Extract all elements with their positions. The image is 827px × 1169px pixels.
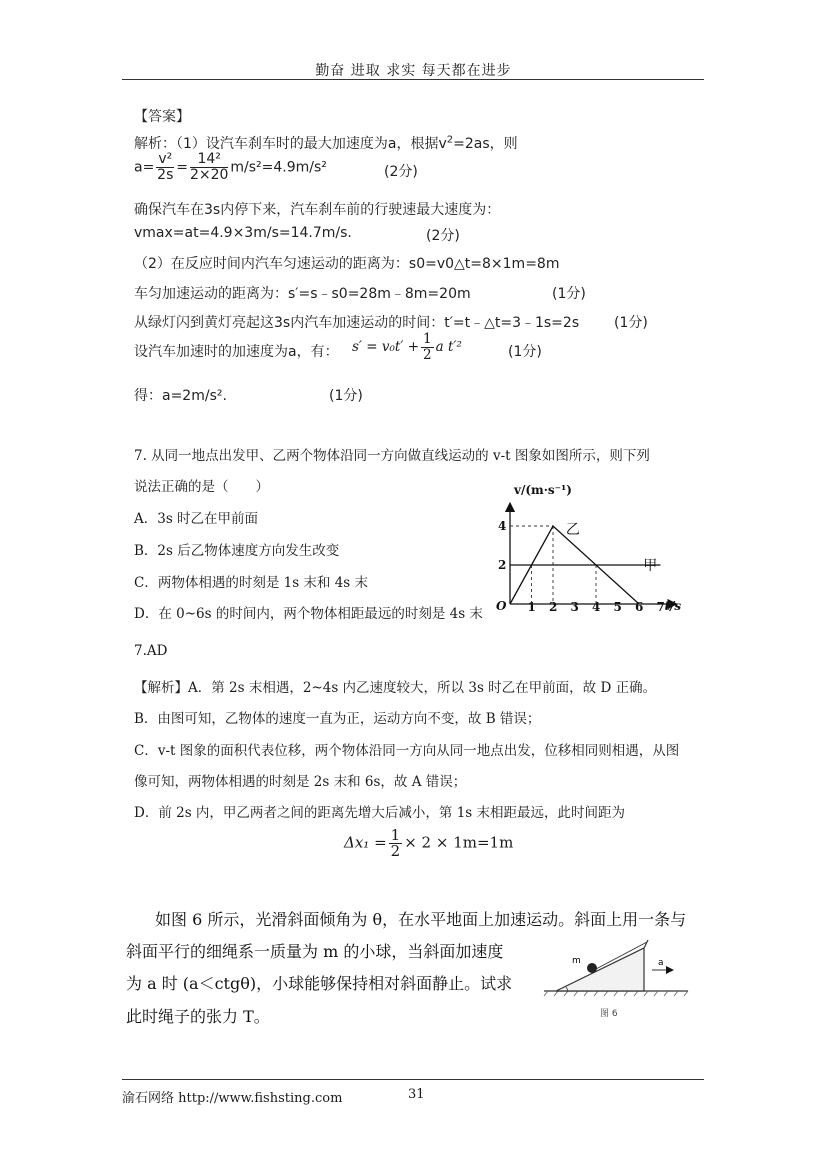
x-tick-label: 6 [635, 600, 644, 614]
problem-line-1: 如图 6 所示，光滑斜面倾角为 θ，在水平地面上加速运动。斜面上用一条与 [155, 910, 687, 929]
formula-lhs: Δx₁ = [344, 833, 387, 852]
ball [587, 963, 597, 973]
score-line-9: (1分) [329, 388, 363, 404]
footer-rule [122, 1079, 704, 1080]
formula-part-b: a t′² [435, 339, 462, 355]
x-tick-label: 1 [527, 600, 536, 614]
incline-wedge [556, 948, 644, 991]
x-tick-label: 2 [549, 600, 558, 614]
formula-part-a: s′ = v₀t′ + [352, 339, 420, 355]
answer-line-6: 车匀加速运动的距离为：s′=s﹣s0=28m﹣8m=20m [134, 286, 471, 302]
q7-option-c: C．两物体相遇的时刻是 1s 末和 4s 末 [134, 575, 369, 591]
footer-site: 渝石网络 http://www.fishsting.com [122, 1091, 343, 1106]
x-axis-label: t/s [664, 599, 682, 613]
fraction-denominator: 2 [390, 842, 401, 860]
answer-line-7: 从绿灯闪到黄灯亮起这3s内汽车加速运动的时间：t′=t﹣△t=3﹣1s=2s [134, 315, 580, 331]
series-label-yi: 乙 [565, 521, 580, 538]
q7-stem-line-1: 7. 从同一地点出发甲、乙两个物体沿同一方向做直线运动的 v-t 图象如图所示，则下列 [134, 448, 650, 464]
answer-line-1-prefix: 解析：（1）设汽车刹车时的最大加速度为a，根据v [134, 136, 447, 152]
q7-analysis-line-5: D．前 2s 内，甲乙两者之间的距离先增大后减小，第 1s 末相距最远，此时间距为 [134, 805, 626, 821]
header-motto: 勤奋 进取 求实 每天都在进步 [315, 63, 512, 79]
q7-formula [344, 828, 513, 859]
ground-hatch [544, 991, 688, 996]
score-line-4: (2分) [426, 228, 460, 244]
q7-option-b: B．2s 后乙物体速度方向发生改变 [134, 543, 340, 559]
q7-analysis-line-1: 【解析】A．第 2s 末相遇，2~4s 内乙速度较大，所以 3s 时乙在甲前面，故 D 正确。 [134, 680, 657, 696]
score-line-8: (1分) [508, 344, 542, 360]
q7-analysis-line-4: 像可知，两物体相遇的时刻是 2s 末和 6s，故 A 错误； [134, 774, 467, 790]
formula-result: m/s²=4.9m/s² [230, 159, 327, 176]
fraction-numerator: 1 [423, 331, 432, 347]
score-line-7: (1分) [614, 315, 648, 331]
fraction-14sq-over-40 [190, 152, 228, 183]
score-line-2: (2分) [384, 164, 418, 180]
x-tick-label: 3 [570, 600, 579, 614]
header-rule [122, 79, 704, 80]
q7-analysis-line-2: B．由图可知，乙物体的速度一直为正，运动方向不变，故 B 错误； [134, 711, 541, 727]
problem-line-3: 为 a 时 (a＜ctgθ)，小球能够保持相对斜面静止。试求 [126, 974, 513, 993]
fraction-denominator: 2 [423, 347, 432, 363]
fraction-numerator: 1 [390, 826, 401, 844]
q7-answer: 7.AD [134, 643, 168, 659]
q7-stem-line-2: 说法正确的是（ ） [134, 479, 269, 495]
q7-analysis-line-3: C．v-t 图象的面积代表位移，两个物体沿同一方向从同一地点出发，位移相同则相遇，从图 [134, 743, 680, 759]
fraction-one-half [421, 332, 434, 363]
fraction-denominator: 2s [157, 167, 174, 183]
answer-line-9: 得：a=2m/s². [134, 388, 227, 404]
y-tick-label: 2 [498, 558, 507, 572]
fraction-numerator: v² [158, 151, 173, 167]
formula-lhs: a= [134, 159, 155, 176]
q7-option-d: D．在 0~6s 的时间内，两个物体相距最远的时刻是 4s 末 [134, 606, 483, 622]
answer-line-1 [134, 133, 518, 153]
series-label-jia: 甲 [643, 558, 658, 574]
x-tick-label: 5 [613, 600, 622, 614]
accel-label: a [658, 958, 664, 968]
answer-line-1-sup: 2 [446, 134, 454, 146]
answer-line-3: 确保汽车在3s内停下来，汽车刹车前的行驶速最大速度为： [134, 202, 501, 218]
fraction-one-half [389, 828, 403, 859]
incline-figure [538, 938, 698, 1024]
answer-tag: 【答案】 [134, 109, 190, 125]
answer-line-5: （2）在反应时间内汽车匀速运动的距离为：s0=v0△t=8×1m=8m [134, 256, 560, 272]
figure-caption: 图 6 [600, 1009, 618, 1019]
score-line-6: (1分) [552, 286, 586, 302]
answer-line-2 [134, 152, 327, 183]
vt-chart [488, 480, 688, 615]
formula-rhs: × 2 × 1m=1m [404, 833, 514, 852]
problem-line-2: 斜面平行的细绳系一质量为 m 的小球，当斜面加速度 [126, 942, 504, 961]
q7-option-a: A．3s 时乙在甲前面 [134, 511, 259, 527]
x-tick-label: 7 [656, 600, 665, 614]
origin-label: O [496, 599, 507, 613]
y-tick-label: 4 [498, 519, 507, 533]
ball-label: m [572, 956, 581, 966]
fraction-denominator: 2×20 [189, 167, 229, 183]
y-axis-label: v/(m·s⁻¹) [514, 483, 572, 497]
problem-line-4: 此时绳子的张力 T。 [126, 1007, 270, 1026]
formula-eq: = [176, 159, 188, 176]
page-number: 31 [408, 1087, 425, 1102]
answer-line-8: 设汽车加速时的加速度为a，有： [134, 344, 339, 360]
answer-line-1-suffix: =2as，则 [453, 136, 518, 152]
wall-post [644, 940, 648, 948]
fraction-numerator: 14² [190, 152, 228, 168]
x-tick-label: 4 [592, 600, 601, 614]
fraction-v2-over-2s [156, 152, 174, 183]
answer-line-8-formula [352, 332, 462, 363]
answer-line-4: vmax=at=4.9×3m/s=14.7m/s. [134, 225, 352, 241]
